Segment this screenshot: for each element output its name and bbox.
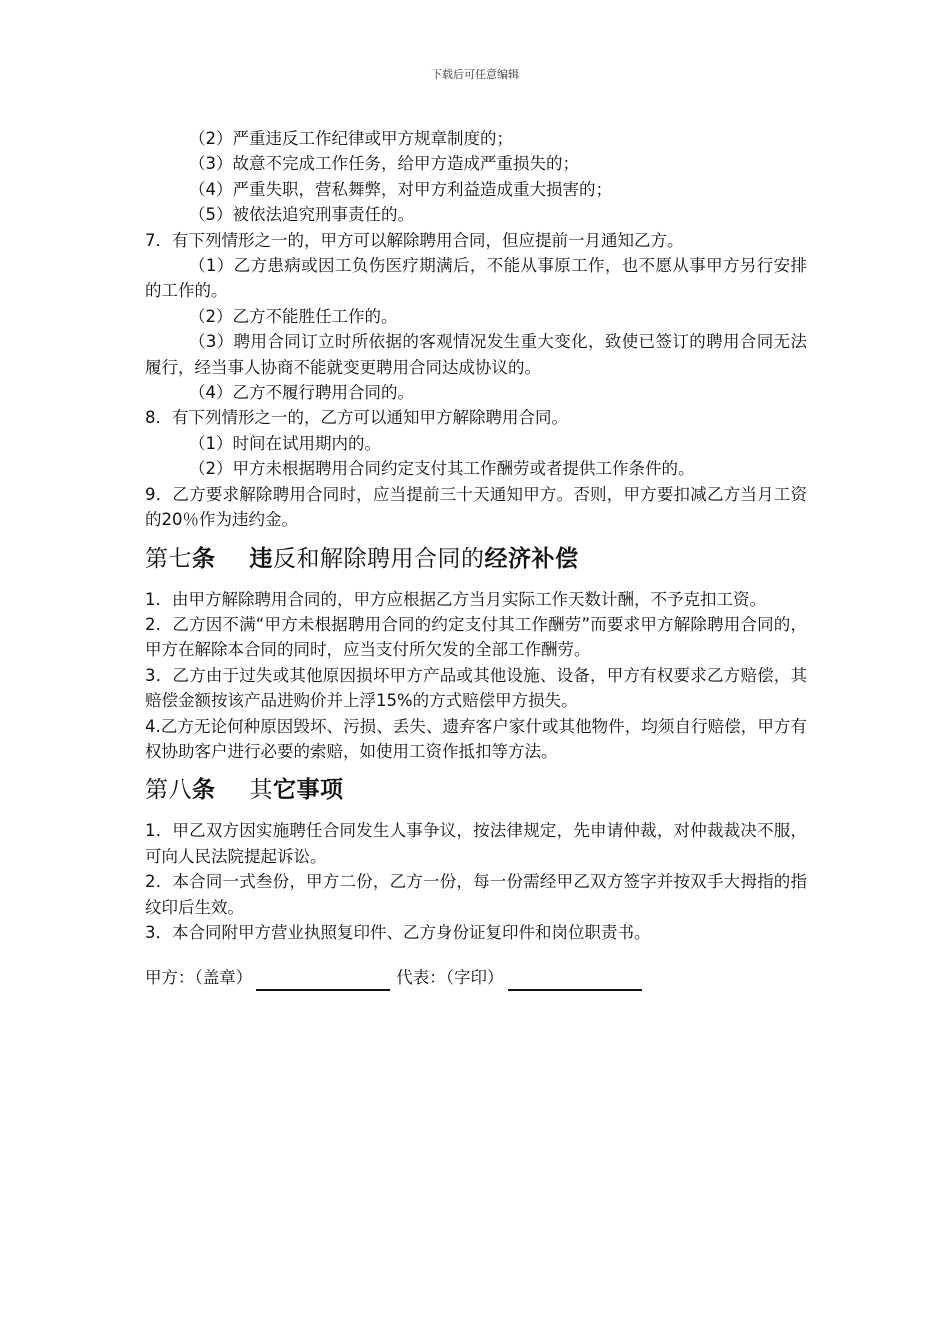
clause-item: （4）乙方不履行聘用合同的。 xyxy=(189,383,414,403)
article-title-part: 其 xyxy=(249,777,273,804)
article-7-items xyxy=(145,587,807,765)
article-number: 第八 xyxy=(145,777,192,804)
article-8-heading xyxy=(145,774,807,806)
clause-item: （5）被依法追究刑事责任的。 xyxy=(189,205,414,225)
clause-7 xyxy=(145,228,807,406)
clause-item: （2）甲方未根据聘用合同约定支付其工作酬劳或者提供工作条件的。 xyxy=(189,459,695,479)
article-number: 第七 xyxy=(145,545,192,572)
article-title-part: 反和解除聘用合同的 xyxy=(273,545,485,572)
article-title-part: 违 xyxy=(249,545,273,572)
article-item: 4.乙方无论何种原因毁坏、污损、丢失、遗弃客户家什或其他物件，均须自行赔偿，甲方有权协助客户进行必要的索赔，如使用工资作抵扣等方法。 xyxy=(145,716,807,761)
clause-item: （4）严重失职，营私舞弊，对甲方利益造成重大损害的； xyxy=(189,179,612,199)
signature-row xyxy=(145,965,807,990)
representative-signature-blank[interactable] xyxy=(508,971,642,991)
article-number-suffix: 条 xyxy=(192,545,216,572)
article-item: 3．乙方由于过失或其他原因损坏甲方产品或其他设施、设备，甲方有权要求乙方赔偿，其赔偿金额按该产品进购价并上浮15%的方式赔偿甲方损失。 xyxy=(145,665,807,711)
article-number-suffix: 条 xyxy=(192,777,216,804)
article-7-heading xyxy=(145,543,807,575)
article-8-items xyxy=(145,818,807,945)
article-item: 2．乙方因不满“甲方未根据聘用合同的约定支付其工作酬劳”而要求甲方解除聘用合同的，甲方在解除本合同的同时，应当支付所欠发的全部工作酬劳。 xyxy=(145,614,807,660)
article-item: 2．本合同一式叁份，甲方二份，乙方一份，每一份需经甲乙双方签字并按双手大拇指的指纹印后生效。 xyxy=(145,872,807,917)
clause-item: （2）严重违反工作纪律或甲方规章制度的； xyxy=(189,129,513,148)
article-title-part: 经济补偿 xyxy=(484,545,579,572)
clause-item: （3）故意不完成工作任务，给甲方造成严重损失的； xyxy=(189,154,579,174)
article-item: 3．本合同附甲方营业执照复印件、乙方身份证复印件和岗位职责书。 xyxy=(145,922,651,942)
clause-item: （2）乙方不能胜任工作的。 xyxy=(189,306,398,326)
party-a-seal-blank[interactable] xyxy=(256,971,390,991)
article-item: 1．由甲方解除聘用合同的，甲方应根据乙方当月实际工作天数计酬，不予克扣工资。 xyxy=(145,589,766,609)
clause-6-tail xyxy=(145,126,807,228)
representative-label: 代表：（字印） xyxy=(396,968,504,988)
clause-8 xyxy=(145,405,807,481)
clause-item: （1）时间在试用期内的。 xyxy=(189,433,381,453)
clause-lead: 7．有下列情形之一的，甲方可以解除聘用合同，但应提前一月通知乙方。 xyxy=(145,230,684,250)
page-header-note: 下载后可任意编辑 xyxy=(431,68,519,81)
article-title-part: 它事项 xyxy=(273,777,344,804)
party-a-seal-label: 甲方：（盖章） xyxy=(145,968,253,988)
clause-lead: 8．有下列情形之一的，乙方可以通知甲方解除聘用合同。 xyxy=(145,408,568,428)
clause-item: （1）乙方患病或因工负伤医疗期满后，不能从事原工作，也不愿从事甲方另行安排的工作的。 xyxy=(145,256,807,301)
article-item: 1．甲乙双方因实施聘任合同发生人事争议，按法律规定，先申请仲裁，对仲裁裁决不服，可向人民法院提起诉讼。 xyxy=(145,821,807,866)
clause-item: （3）聘用合同订立时所依据的客观情况发生重大变化，致使已签订的聘用合同无法履行，经当事人协商不能就变更聘用合同达成协议的。 xyxy=(145,332,807,377)
contract-body xyxy=(145,126,807,991)
clause-9: 9．乙方要求解除聘用合同时，应当提前三十天通知甲方。否则，甲方要扣减乙方当月工资的20％作为违约金。 xyxy=(145,484,807,530)
